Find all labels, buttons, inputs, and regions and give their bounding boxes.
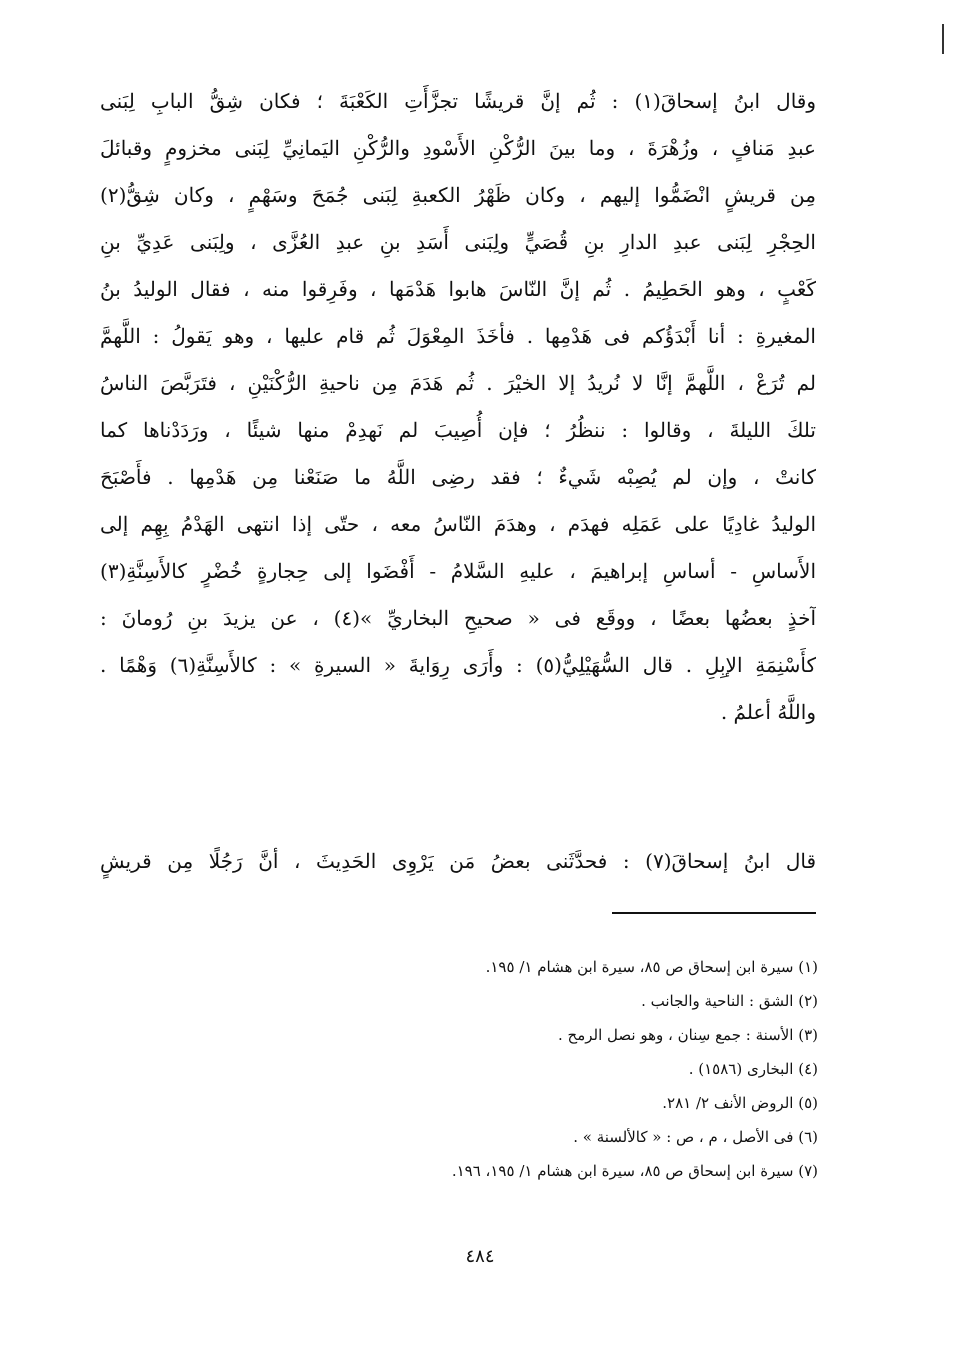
footnote: (٣) الأسنة : جمع سِنان ، وهو نصل الرمح . — [558, 1026, 818, 1044]
text-line: تلكَ الليلةَ ، وقالوا : ننظُرُ ؛ فإن أُصِيبَ لم نَهدِمْ منها شيئًا ، ورَدَدْناها كما — [100, 418, 816, 442]
text-line: المغيرةِ : أنا أَبْدَؤُكم فى هَدْمِها . فأخَذَ المِعْوَلَ ثُم قام عليها ، وهو يَقولُ : اللَّهمَّ — [100, 324, 816, 348]
footnotes-list — [250, 950, 818, 1188]
text-line: لم تُرَعْ ، اللَّهمَّ إنَّا لا نُريدُ إلا الخيْرَ . ثُم هَدَمَ مِن ناحيةِ الرُّكْنَيْنِ ، فتَرَبَّصَ الناسُ — [100, 371, 816, 395]
footnote: (٥) الروض الأنف ٢/ ٢٨١. — [662, 1094, 818, 1112]
text-line: الوليدُ غادِيًا على عَمَلِه فهدَم ، وهدَمَ النّاسُ معه ، حتّى إذا انتهى الهَدْمُ بِهِم إلى — [100, 512, 816, 536]
text-line: وقال ابنُ إسحاقَ(١) : ثُم إنَّ قريشًا تجزَّأَتِ الكَعْبَةَ ؛ فكان شِقُّ البابِ لِبَنى — [100, 89, 816, 113]
text-line: كانتْ ، وإن لم يُصِبْه شَيءٌ ؛ فقد رضِى اللَّهُ ما صَنَعْنا مِن هَدْمِها . فأَصْبَحَ — [100, 465, 816, 489]
footnote: (٧) سيرة ابن إسحاق ص ٨٥، سيرة ابن هشام ١/ ١٩٥، ١٩٦. — [451, 1162, 818, 1180]
text-line: آخذٍ بعضُها بعضًا ، ووقَع فى « صحيحِ البخاريِّ »(٤) ، عن يزيدَ بنِ رُومانَ : — [100, 606, 816, 630]
text-line: كَعْبٍ ، وهو الحَطِيمُ . ثُم إنَّ النّاسَ هابوا هَدْمَها ، وفَرِقوا منه ، فقال الوليدُ بنُ — [100, 277, 816, 301]
text-line: عبدِ مَنافٍ ، وزُهْرَةَ ، وما بينَ الرُّكْنِ الأَسْودِ والرُّكْنِ اليَمانِيِّ لِبَنى مخزومٍ وقبائلَ — [100, 136, 816, 160]
text-line: قال ابنُ إسحاقَ(٧) : فحدَّثَنى بعضُ مَن يَرْوِى الحَدِيثَ ، أنَّ رَجُلًا مِن قريشٍ — [100, 849, 816, 873]
page-number: ٤٨٤ — [465, 1246, 495, 1267]
text-line: مِن قريشٍ انْضَمُّوا إليهم ، وكان ظَهْرُ الكعبةِ لِبَنى جُمَحَ وسَهْمٍ ، وكان شِقُّ(٢) — [100, 183, 816, 207]
footnote: (٤) البخارى (١٥٨٦) . — [688, 1060, 818, 1078]
text-line: الحِجْرِ لِبَنى عبدِ الدارِ بنِ قُصَيٍّ ولِبَنى أَسَدِ بنِ عبدِ العُزَّى ، ولِبَنى عَدِيِّ بنِ — [100, 230, 816, 254]
text-line: كأَسْنِمَةِ الإبِلِ . قال السُّهَيْلِيُّ(٥) : وأَرَى رِوَايةَ « السيرةِ » : كالأَسِنَّةِ(٦) وَهْمًا . — [100, 653, 816, 677]
second-paragraph — [100, 838, 816, 885]
page-edge-mark — [942, 24, 944, 54]
footnote: (١) سيرة ابن إسحاق ص ٨٥، سيرة ابن هشام ١/ ١٩٥. — [485, 958, 818, 976]
footnote: (٦) فى الأصل ، م ، ص : « كالألسنة » . — [573, 1128, 818, 1146]
main-paragraph — [100, 78, 816, 736]
footnote: (٢) الشق : الناحية والجانب . — [641, 992, 818, 1010]
text-line: الأَساسِ - أساسِ إبراهيمَ ، عليهِ السَّلامُ - أَفْضَوا إلى حِجارةٍ خُضْرٍ كالأَسِنَّةِ(٣) — [100, 559, 816, 583]
text-line: واللَّهُ أعلمُ . — [720, 700, 816, 724]
footnote-separator — [612, 912, 816, 914]
